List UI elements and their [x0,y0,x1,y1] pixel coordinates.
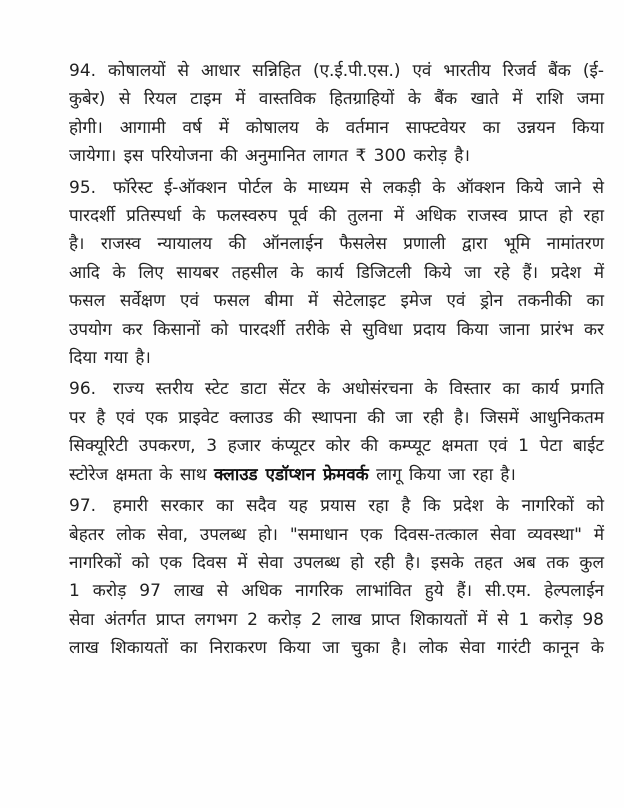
text-run: 94. कोषालयों से आधार सन्निहित (ए.ई.पी.एस.) एवं भारतीय रिजर्व बैंक (ई- [69,61,604,81]
text-line [69,492,604,520]
text-run: सिक्यूरिटी उपकरण, 3 हजार कंप्यूटर कोर की कम्प्यूट क्षमता एवं 1 पेटा बाईट [69,436,604,457]
text-run: पर है एवं एक प्राइवेट क्लाउड की स्थापना की जा रही है। जिसमें आधुनिकतम [69,407,604,428]
text-line [69,634,604,662]
text-line [69,287,604,315]
text-line [69,174,604,202]
text-run: 95. फॉरेस्ट ई-ऑक्शन पोर्टल के माध्यम से लकड़ी के ऑक्शन किये जाने से [69,177,604,198]
text-line [69,316,604,344]
text-line [69,344,604,372]
text-run: जायेगा। इस परियोजना की अनुमानित लागत ₹ 300 करोड़ है। [69,146,470,167]
text-line [69,432,604,460]
text-line [69,606,604,634]
document-body [69,57,604,663]
paragraph-95 [69,174,604,373]
paragraph-96 [69,375,604,489]
text-line [69,404,604,432]
bold-text-run: क्लाउड एडॉप्शन फ्रेमवर्क [214,464,369,485]
text-line [69,85,604,113]
paragraph-94 [69,57,604,171]
text-line [69,57,604,85]
text-line [69,142,604,170]
text-run: उपयोग कर किसानों को पारदर्शी तरीके से सुविधा प्रदाय किया जाना प्रारंभ कर [69,319,604,340]
text-line [69,230,604,258]
text-run: कुबेर) से रियल टाइम में वास्तविक हितग्राहियों के बैंक खाते में राशि जमा [69,89,604,110]
text-line [69,549,604,577]
text-run: फसल सर्वेक्षण एवं फसल बीमा में सेटेलाइट इमेज एवं ड्रोन तकनीकी का [69,291,604,312]
text-run: होगी। आगामी वर्ष में कोषालय के वर्तमान साफ्टवेयर का उन्नयन किया [69,117,604,138]
text-line [69,461,604,489]
text-run: 96. राज्य स्तरीय स्टेट डाटा सेंटर के अधोसंरचना के विस्तार का कार्य प्रगति [69,379,604,400]
text-run: सेवा अंतर्गत प्राप्त लगभग 2 करोड़ 2 लाख प्राप्त शिकायतों में से 1 करोड़ 98 [69,609,604,630]
text-line [69,521,604,549]
paragraph-97 [69,492,604,662]
text-run: पारदर्शी प्रतिस्पर्धा के फलस्वरुप पूर्व की तुलना में अधिक राजस्व प्राप्त हो रहा [69,206,604,227]
text-line [69,259,604,287]
text-line [69,375,604,403]
text-line [69,114,604,142]
text-run: है। राजस्व न्यायालय की ऑनलाईन फैसलेस प्रणाली द्वारा भूमि नामांतरण [69,234,604,255]
text-run: बेहतर लोक सेवा, उपलब्ध हो। "समाधान एक दिवस-तत्काल सेवा व्यवस्था" में [69,524,604,545]
text-run: लाख शिकायतों का निराकरण किया जा चुका है। लोक सेवा गारंटी कानून के [69,638,604,659]
text-run: लागू किया जा रहा है। [368,464,516,485]
text-run: 1 करोड़ 97 लाख से अधिक नागरिक लाभांवित हुये हैं। सी.एम. हेल्पलाईन [69,581,604,602]
text-run: नागरिकों को एक दिवस में सेवा उपलब्ध हो रही है। इसके तहत अब तक कुल [69,552,604,573]
text-line [69,577,604,605]
text-run: दिया गया है। [69,348,151,369]
text-line [69,202,604,230]
text-run: 97. हमारी सरकार का सदैव यह प्रयास रहा है कि प्रदेश के नागरिकों को [69,496,604,517]
text-run: स्टोरेज क्षमता के साथ [69,464,215,485]
text-run: आदि के लिए सायबर तहसील के कार्य डिजिटली किये जा रहे हैं। प्रदेश में [69,262,604,283]
